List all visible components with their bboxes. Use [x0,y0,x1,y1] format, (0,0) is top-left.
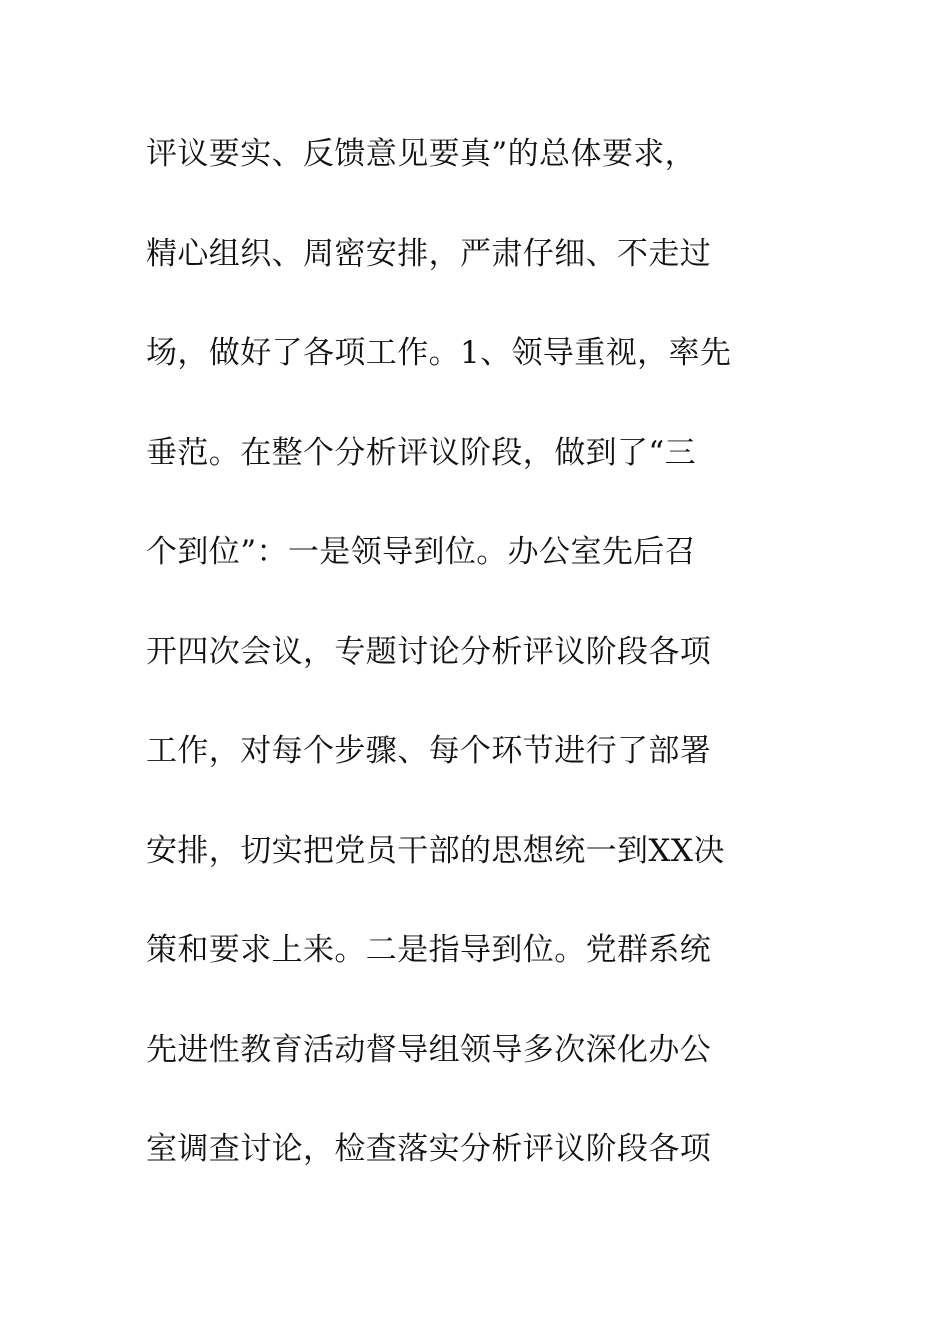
text-line: 工作，对每个步骤、每个环节进行了部署 [146,733,712,769]
text-line: 开四次会议，专题讨论分析评议阶段各项 [146,633,712,670]
text-line: 先进性教育活动督导组领导多次深化办公 [146,1031,712,1068]
text-line: 室调查讨论，检查落实分析评议阶段各项 [146,1131,712,1167]
text-line: 垂范。在整个分析评议阶段，做到了“三 [146,434,697,471]
text-line: 精心组织、周密安排，严肃仔细、不走过 [146,235,712,272]
text-line: 个到位”：一是领导到位。办公室先后召 [146,534,697,570]
text-line: 策和要求上来。二是指导到位。党群系统 [146,932,712,968]
text-line: 评议要实、反馈意见要真”的总体要求， [146,136,697,172]
text-line: 安排，切实把党员干部的思想统一到XX决 [146,832,725,869]
body-text [146,122,826,1217]
text-line: 场，做好了各项工作。1、领导重视，率先 [146,335,732,371]
